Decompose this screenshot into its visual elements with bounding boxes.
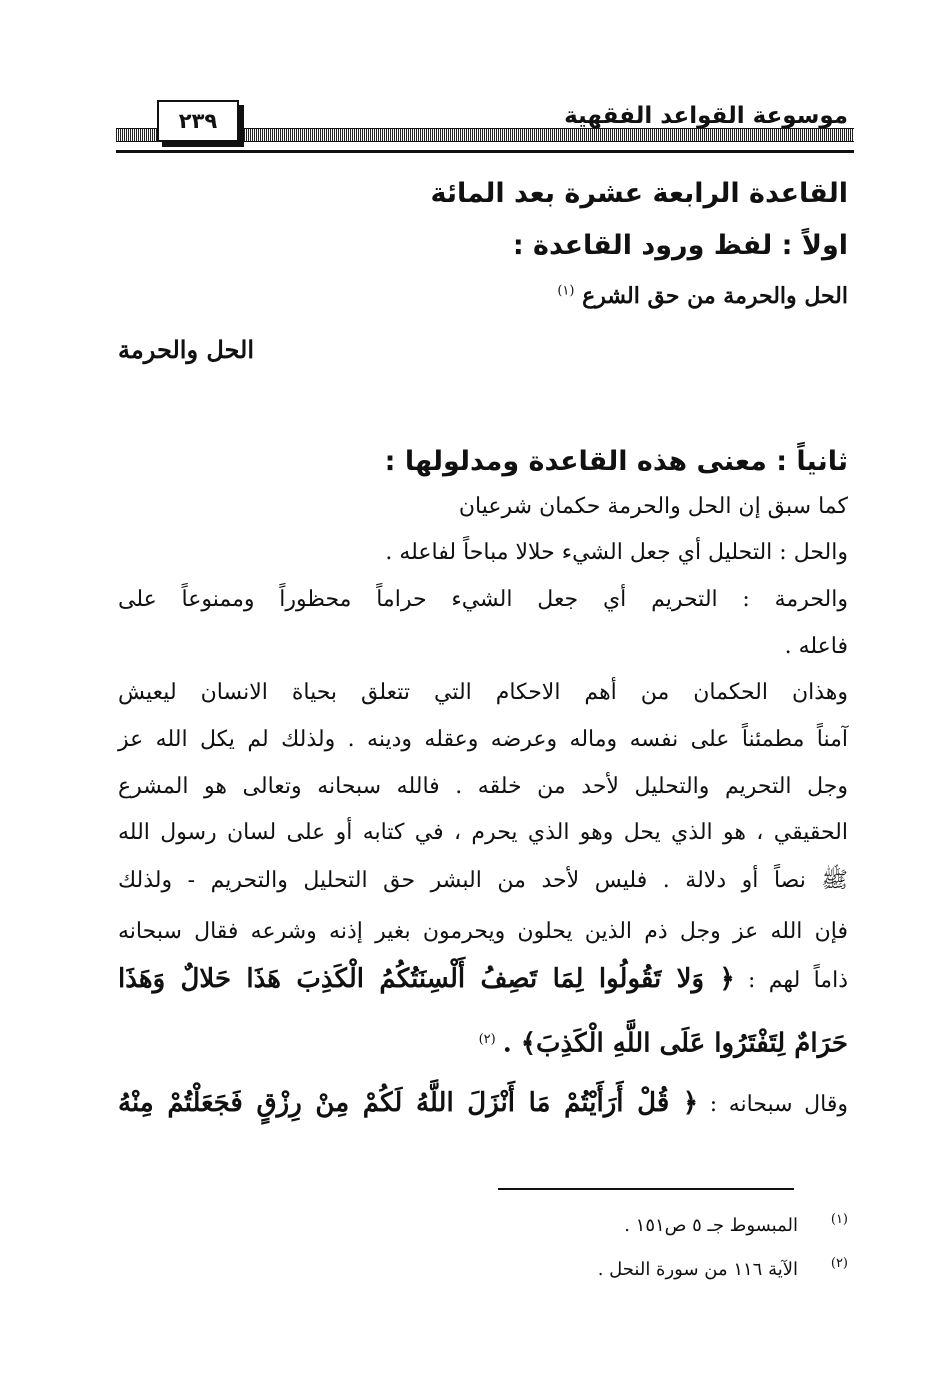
quran-verse-text: حَرَامٌ لِتَفْتَرُوا عَلَى اللَّهِ الْكَذِبَ﴾ . xyxy=(502,1028,848,1059)
page-number-box xyxy=(157,100,239,142)
header-rule xyxy=(116,150,854,153)
quran-verse-line xyxy=(479,1025,848,1060)
footnote-text: المبسوط جـ ٥ ص١٥١ . xyxy=(624,1215,798,1236)
body-line: وجل التحريم والتحليل لأحد من خلقه . فالله سبحانه وتعالى هو المشرع xyxy=(118,774,848,799)
rule-number-heading: القاعدة الرابعة عشرة بعد المائة xyxy=(430,178,848,209)
quran-verse-text: ﴿ قُلْ أَرَأَيْتُمْ مَا أَنْزَلَ اللَّهُ لَكُمْ مِنْ رِزْقٍ فَجَعَلْتُمْ مِنْهُ xyxy=(118,1088,699,1118)
body-line: فاعله . xyxy=(784,634,848,659)
body-line: كما سبق إن الحل والحرمة حكمان شرعيان xyxy=(458,494,848,519)
rule-statement-text: الحل والحرمة من حق الشرع xyxy=(582,283,848,309)
quran-verse-line xyxy=(118,1088,848,1120)
footnote-text: الآية ١١٦ من سورة النحل . xyxy=(597,1259,798,1280)
body-line: ﷺ نصاً أو دلالة . فليس لأحد من البشر حق التحليل والتحريم - ولذلك xyxy=(118,868,848,893)
rule-statement xyxy=(557,283,848,309)
body-line: وهذان الحكمان من أهم الاحكام التي تتعلق بحياة الانسان ليعيش xyxy=(118,680,848,705)
body-line: والحل : التحليل أي جعل الشيء حلالا مباحاً لفاعله . xyxy=(385,540,848,565)
body-line: آمناً مطمئناً على نفسه وماله وعرضه وعقله ودينه . ولذلك لم يكل الله عز xyxy=(118,727,848,752)
section-heading-second: ثانياً : معنى هذه القاعدة ومدلولها : xyxy=(384,446,848,477)
page-number: ٢٣٩ xyxy=(178,109,218,133)
quran-intro: ذاماً لهم : xyxy=(748,968,849,993)
footnote-separator xyxy=(498,1188,794,1190)
footnote-ref-1: (١) xyxy=(557,283,575,299)
rule-short-form: الحل والحرمة xyxy=(118,335,255,364)
body-line: الحقيقي ، هو الذي يحل وهو الذي يحرم ، في كتابه أو على لسان رسول الله xyxy=(118,820,848,845)
quran-verse-line xyxy=(118,964,848,996)
quran-verse-text: ﴿ وَلا تَقُولُوا لِمَا تَصِفُ أَلْسِنَتُكُمُ الْكَذِبَ هَذَا حَلالٌ وَهَذَا xyxy=(118,964,735,994)
footnote-ref-2: (٢) xyxy=(478,1032,496,1047)
running-header-title: موسوعة القواعد الفقهية xyxy=(564,103,848,129)
body-line: والحرمة : التحريم أي جعل الشيء حراماً محظوراً وممنوعاً على xyxy=(118,587,848,612)
body-line: فإن الله عز وجل ذم الذين يحلون ويحرمون بغير إذنه وشرعه فقال سبحانه xyxy=(118,919,848,944)
footnote-number: (٢) xyxy=(830,1256,848,1271)
section-heading-first: اولاً : لفظ ورود القاعدة : xyxy=(512,230,848,261)
footnote-number: (١) xyxy=(830,1212,848,1227)
quran-intro: وقال سبحانه : xyxy=(709,1092,848,1117)
